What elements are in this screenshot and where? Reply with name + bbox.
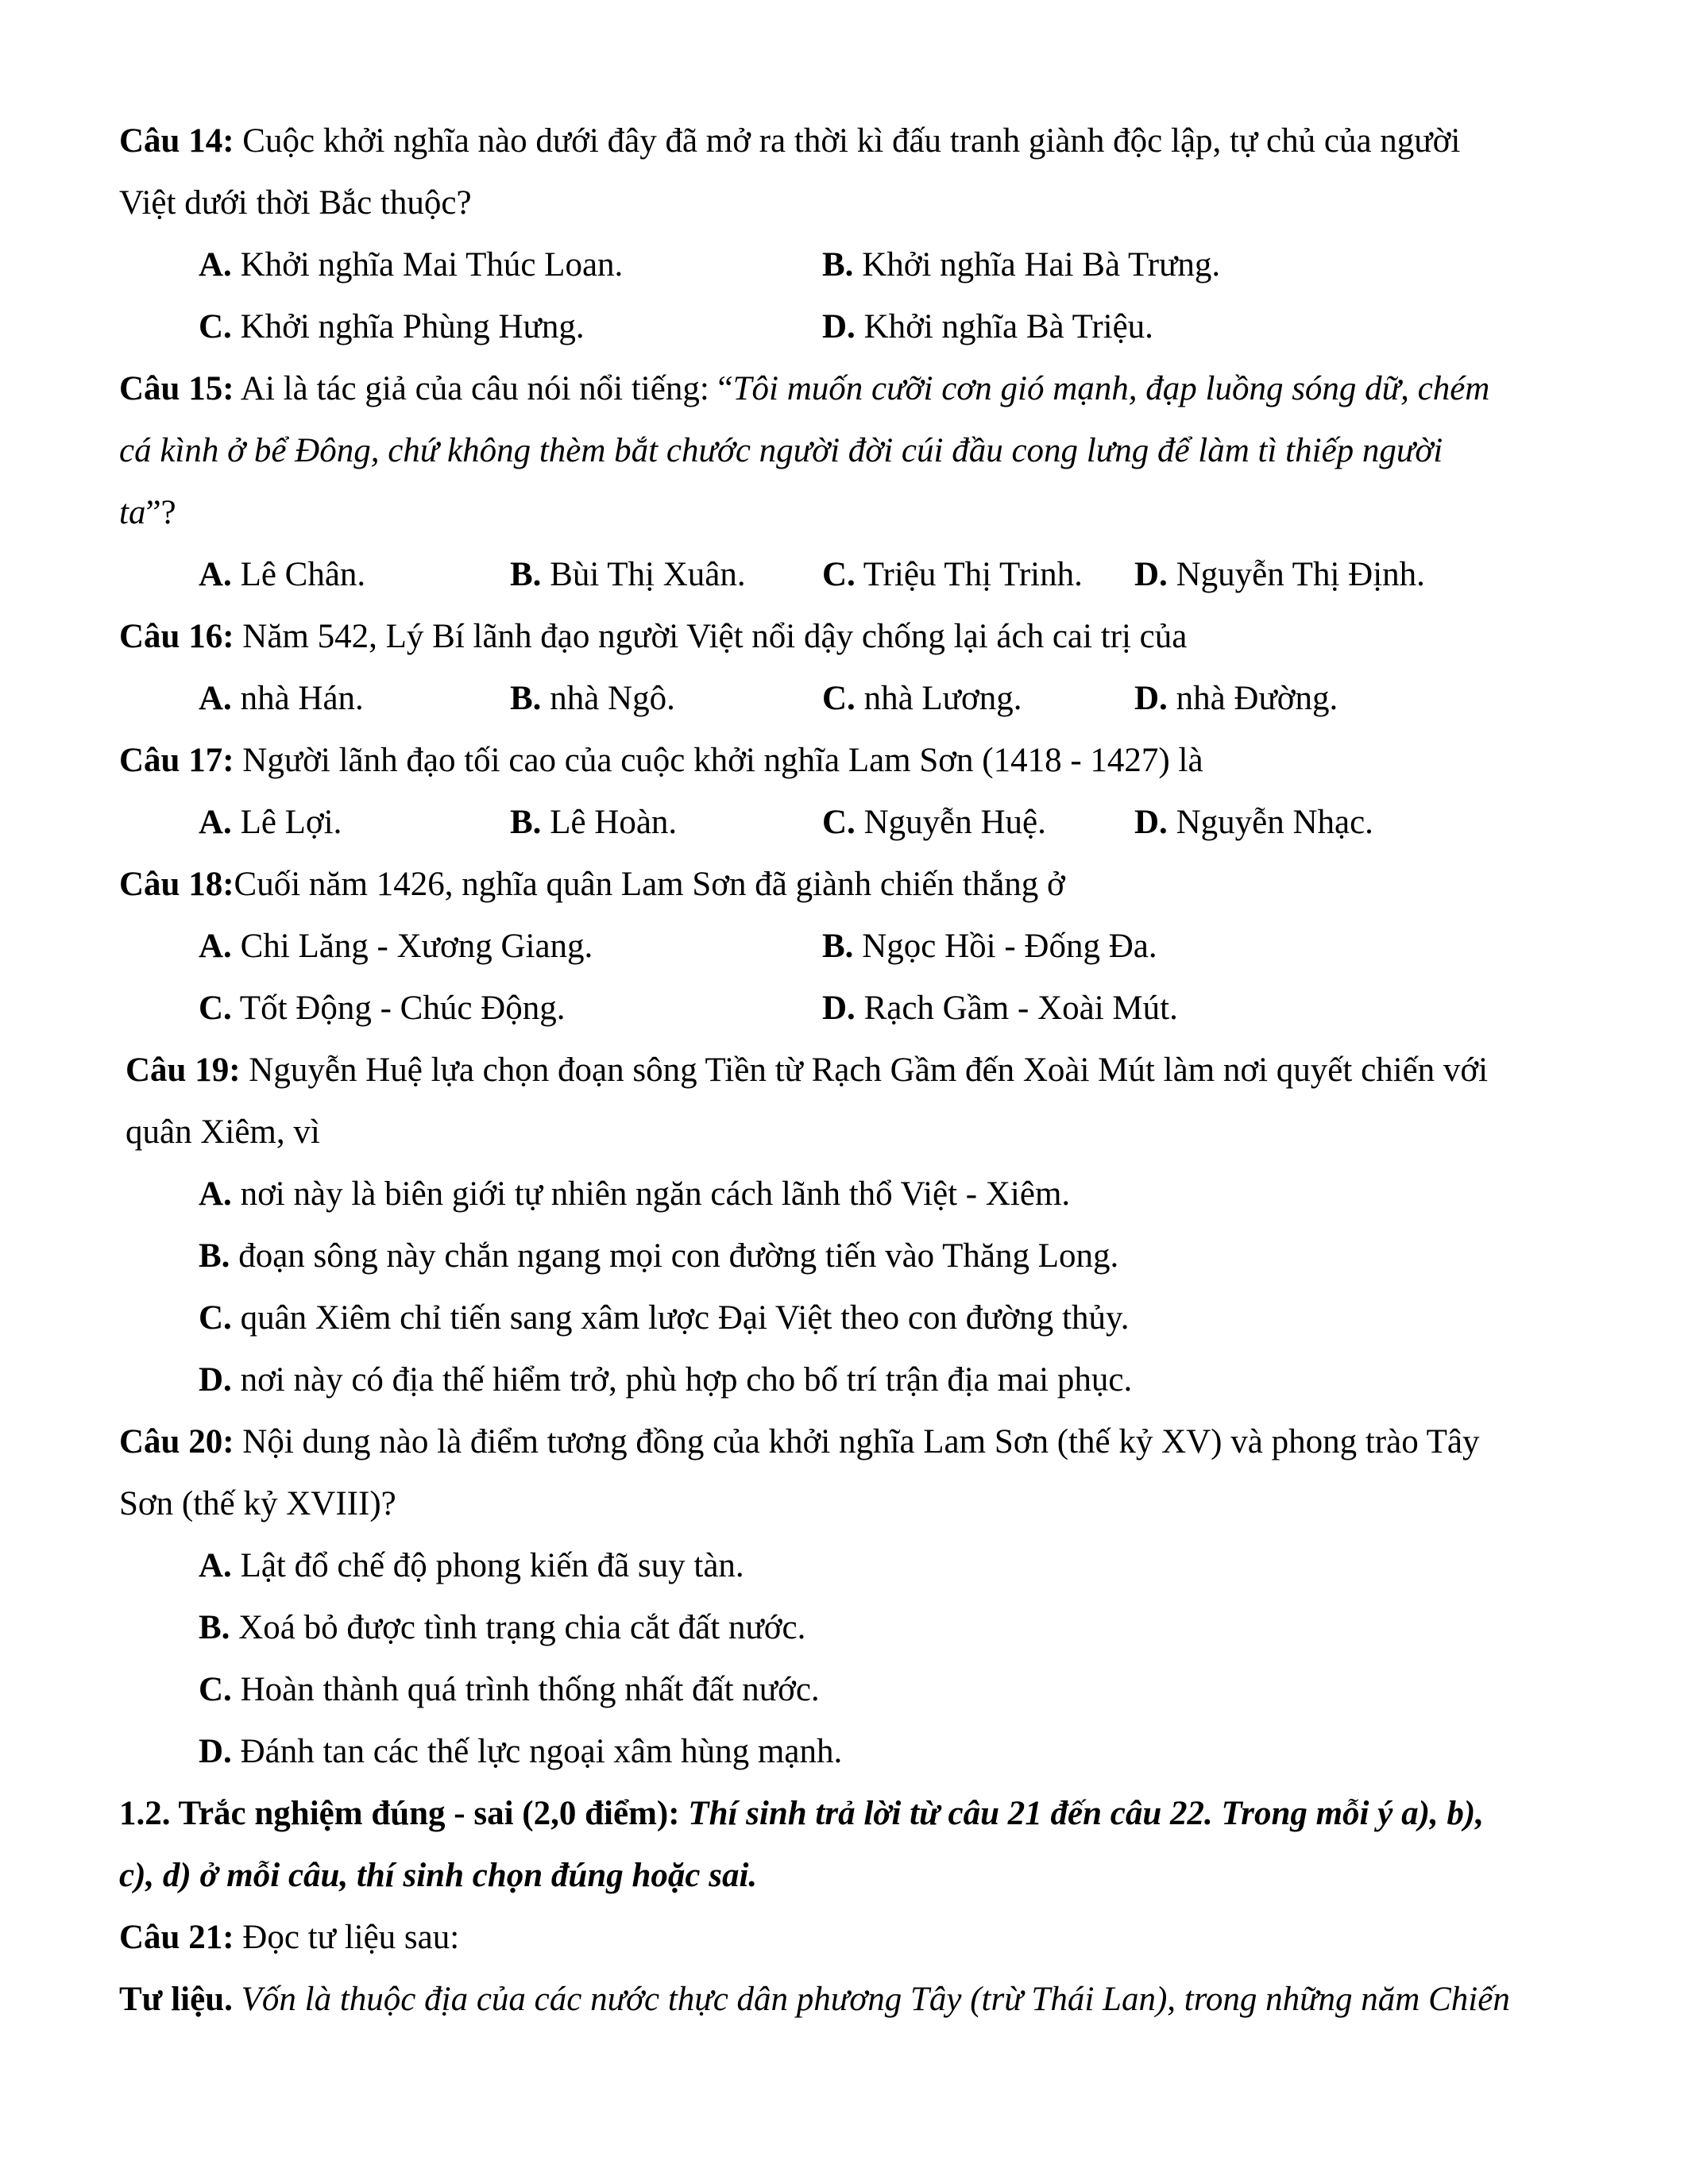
question-label: Câu 14: (119, 122, 234, 160)
option-b: B. Xoá bỏ được tình trạng chia cắt đất nước. (199, 1609, 806, 1646)
question-text-line: Việt dưới thời Bắc thuộc? (119, 184, 472, 222)
question-label: Câu 18: (119, 866, 234, 903)
section-heading (119, 1796, 1484, 1831)
option-d: D. Rạch Gầm - Xoài Mút. (822, 990, 1178, 1027)
question-label: Câu 19: (126, 1051, 241, 1089)
question-text-line: quân Xiêm, vì (126, 1113, 320, 1151)
quote-text-line: cá kình ở bể Đông, chứ không thèm bắt chước người đời cúi đầu cong lưng để làm tì thiếp người (119, 432, 1443, 469)
option-a: A. Lê Lợi. (199, 804, 342, 841)
option-d: D. Nguyễn Nhạc. (1134, 804, 1373, 841)
source-text: Vốn là thuộc địa của các nước thực dân phương Tây (trừ Thái Lan), trong những năm Chiến (232, 1981, 1510, 2018)
option-a: A. Chi Lăng - Xương Giang. (199, 928, 593, 965)
option-b: B. Ngọc Hồi - Đống Đa. (822, 928, 1157, 965)
question-15: Câu 15: Ai là tác giả của câu nói nổi tiếng: “Tôi muốn cưỡi cơn gió mạnh, đạp luồng sóng dữ, chém (119, 370, 1490, 407)
option-d: D. nhà Đường. (1134, 680, 1338, 717)
option-a: A. Lê Chân. (199, 556, 366, 593)
section-instructions-line: c), d) ở mỗi câu, thí sinh chọn đúng hoặc sai. (119, 1857, 758, 1894)
option-b: B. nhà Ngô. (510, 680, 675, 717)
question-label: Câu 15: (119, 370, 234, 407)
question-label: Câu 16: (119, 618, 234, 655)
option-c: C. Khởi nghĩa Phùng Hưng. (199, 308, 585, 345)
question-label: Câu 17: (119, 742, 234, 779)
option-d: D. Khởi nghĩa Bà Triệu. (822, 308, 1153, 345)
section-label: 1.2. Trắc nghiệm đúng - sai (2,0 điểm): (119, 1795, 680, 1832)
section-instructions: Thí sinh trả lời từ câu 21 đến câu 22. Trong mỗi ý a), b), (679, 1795, 1484, 1832)
question-21: Câu 21: Đọc tư liệu sau: (119, 1919, 460, 1956)
question-20: Câu 20: Nội dung nào là điểm tương đồng của khởi nghĩa Lam Sơn (thế kỷ XV) và phong trào Tây (119, 1423, 1480, 1461)
option-c: C. Triệu Thị Trinh. (822, 556, 1083, 593)
question-18: Câu 18:Cuối năm 1426, nghĩa quân Lam Sơn đã giành chiến thắng ở (119, 866, 1065, 903)
question-16: Câu 16: Năm 542, Lý Bí lãnh đạo người Việt nổi dậy chống lại ách cai trị của (119, 618, 1188, 655)
option-d: D. Đánh tan các thế lực ngoại xâm hùng mạnh. (199, 1733, 843, 1770)
option-c: C. nhà Lương. (822, 680, 1022, 717)
option-c: C. Hoàn thành quá trình thống nhất đất nước. (199, 1671, 820, 1708)
question-text: Cuộc khởi nghĩa nào dưới đây đã mở ra thời kì đấu tranh giành độc lập, tự chủ của người (234, 122, 1461, 160)
option-a: A. Lật đổ chế độ phong kiến đã suy tàn. (199, 1547, 744, 1584)
quote-text-line: ta”? (119, 494, 176, 531)
option-a: A. Khởi nghĩa Mai Thúc Loan. (199, 246, 624, 284)
question-text-line: Sơn (thế kỷ XVIII)? (119, 1485, 396, 1522)
option-b: B. Lê Hoàn. (510, 804, 678, 841)
question-14 (119, 124, 1460, 158)
option-c: C. Tốt Động - Chúc Động. (199, 990, 566, 1027)
option-b: B. Khởi nghĩa Hai Bà Trưng. (822, 246, 1221, 284)
source-excerpt (119, 1982, 1510, 2016)
option-a: A. nơi này là biên giới tự nhiên ngăn cách lãnh thổ Việt - Xiêm. (199, 1175, 1071, 1213)
question-17: Câu 17: Người lãnh đạo tối cao của cuộc khởi nghĩa Lam Sơn (1418 - 1427) là (119, 742, 1203, 779)
quote-text: Tôi muốn cưỡi cơn gió mạnh, đạp luồng sóng dữ, chém (732, 370, 1490, 407)
option-b: B. Bùi Thị Xuân. (510, 556, 746, 593)
question-label: Câu 20: (119, 1423, 234, 1461)
source-label: Tư liệu. (119, 1981, 233, 2018)
option-d: D. nơi này có địa thế hiểm trở, phù hợp cho bố trí trận địa mai phục. (199, 1361, 1133, 1399)
question-19: Câu 19: Nguyễn Huệ lựa chọn đoạn sông Tiền từ Rạch Gầm đến Xoài Mút làm nơi quyết chiến với (126, 1051, 1489, 1089)
option-d: D. Nguyễn Thị Định. (1134, 556, 1425, 593)
option-b: B. đoạn sông này chắn ngang mọi con đường tiến vào Thăng Long. (199, 1237, 1119, 1275)
question-label: Câu 21: (119, 1919, 234, 1956)
option-c: C. Nguyễn Huệ. (822, 804, 1046, 841)
option-c: C. quân Xiêm chỉ tiến sang xâm lược Đại Việt theo con đường thủy. (199, 1299, 1130, 1337)
option-a: A. nhà Hán. (199, 680, 364, 717)
